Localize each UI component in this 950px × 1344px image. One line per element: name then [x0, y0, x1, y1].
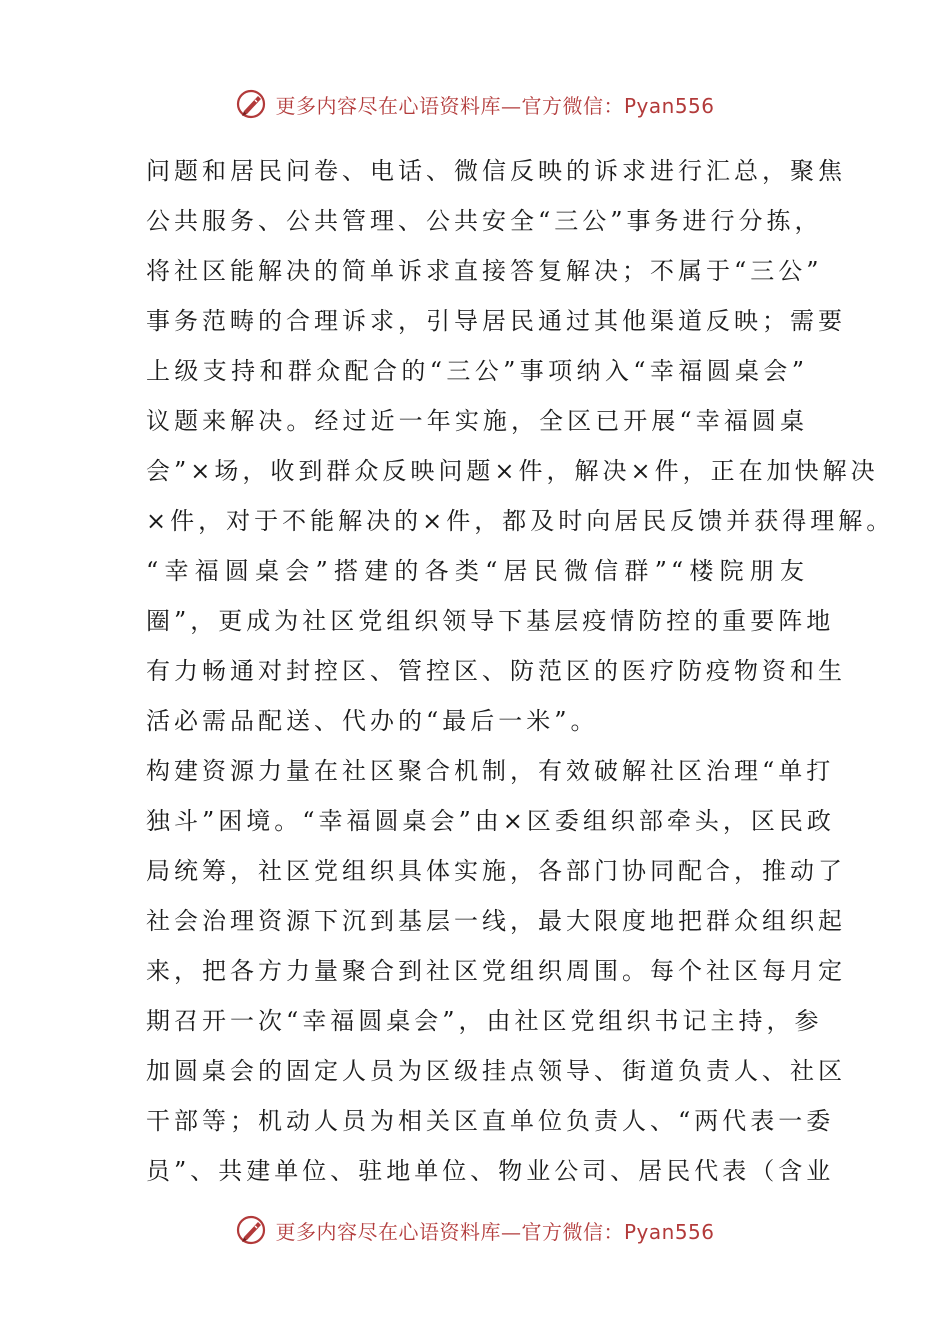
body-line: 干部等；机动人员为相关区直单位负责人、“两代表一委	[146, 1107, 835, 1135]
body-line: 问题和居民问卷、电话、微信反映的诉求进行汇总，聚焦	[146, 157, 846, 185]
body-line: 期召开一次“幸福圆桌会”，由社区党组织书记主持，参	[146, 1007, 823, 1035]
watermark-dash: —	[500, 93, 522, 118]
watermark-main: 更多内容尽在心语资料库	[275, 1219, 501, 1244]
body-line: “幸福圆桌会”搭建的各类“居民微信群”“楼院朋友	[146, 557, 808, 585]
body-line: 局统筹，社区党组织具体实施，各部门协同配合，推动了	[146, 857, 846, 885]
body-line: 社会治理资源下沉到基层一线，最大限度地把群众组织起	[146, 907, 846, 935]
body-line: 会”×场，收到群众反映问题×件，解决×件，正在加快解决	[146, 457, 879, 485]
body-line: 事务范畴的合理诉求，引导居民通过其他渠道反映；需要	[146, 307, 846, 335]
pen-logo-icon	[235, 1213, 269, 1247]
body-line: 员”、共建单位、驻地单位、物业公司、居民代表（含业	[146, 1157, 835, 1185]
header-watermark	[0, 82, 950, 126]
body-line: 圈”，更成为社区党组织领导下基层疫情防控的重要阵地	[146, 607, 835, 635]
watermark-wechat-id: Pyan556	[623, 1219, 715, 1244]
body-line: 将社区能解决的简单诉求直接答复解决；不属于“三公”	[146, 257, 823, 285]
body-line: 构建资源力量在社区聚合机制，有效破解社区治理“单打	[146, 757, 835, 785]
body-line: ×件，对于不能解决的×件，都及时向居民反馈并获得理解。	[146, 507, 895, 535]
watermark-main: 更多内容尽在心语资料库	[275, 93, 501, 118]
watermark-official: 官方微信：	[521, 93, 624, 118]
body-line: 上级支持和群众配合的“三公”事项纳入“幸福圆桌会”	[146, 357, 808, 385]
document-body	[146, 146, 895, 1196]
watermark-text	[275, 90, 714, 119]
body-line: 活必需品配送、代办的“最后一米”。	[146, 707, 599, 735]
watermark-official: 官方微信：	[521, 1219, 624, 1244]
body-line: 有力畅通对封控区、管控区、防范区的医疗防疫物资和生	[146, 657, 846, 685]
watermark-text	[275, 1216, 714, 1245]
body-line: 独斗”困境。“幸福圆桌会”由×区委组织部牵头，区民政	[146, 807, 835, 835]
watermark-wechat-id: Pyan556	[623, 93, 715, 118]
pen-logo-icon	[235, 87, 269, 121]
footer-watermark	[0, 1208, 950, 1252]
body-line: 来，把各方力量聚合到社区党组织周围。每个社区每月定	[146, 957, 846, 985]
body-line: 加圆桌会的固定人员为区级挂点领导、街道负责人、社区	[146, 1057, 846, 1085]
watermark-dash: —	[500, 1219, 522, 1244]
body-line: 议题来解决。经过近一年实施，全区已开展“幸福圆桌	[146, 407, 808, 435]
body-line: 公共服务、公共管理、公共安全“三公”事务进行分拣，	[146, 207, 823, 235]
